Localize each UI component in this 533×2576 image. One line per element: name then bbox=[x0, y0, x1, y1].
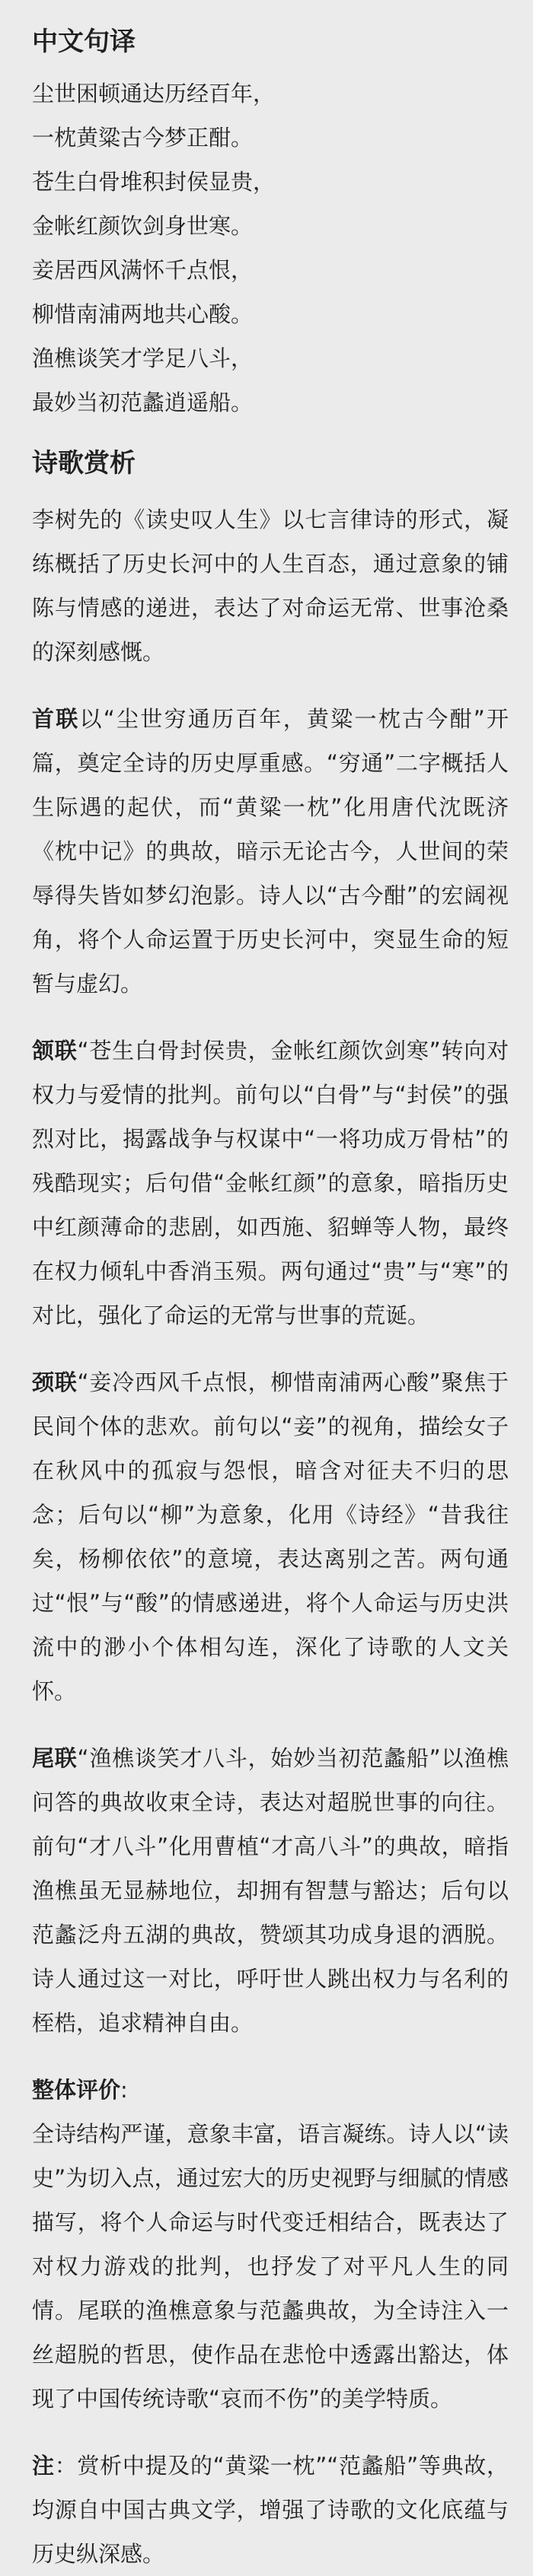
poem-line: 柳惜南浦两地共心酸。 bbox=[32, 301, 254, 327]
third-couplet-paragraph bbox=[32, 1360, 509, 1713]
overall-label: 整体评价 bbox=[32, 2077, 121, 2103]
poem-line: 苍生白骨堆积封侯显贵， bbox=[32, 169, 276, 195]
section-text: “苍生白骨封侯贵，金帐红颜饮剑寒”转向对权力与爱情的批判。前句以“白骨”与“封侯”的强烈对比，揭露战争与权谋中“一将功成万骨枯”的残酷现实；后句借“金帐红颜”的意象，暗指历史中红颜薄命的悲剧，如西施、貂蝉等人物，最终在权力倾轧中香消玉殒。两句通过“贵”与“寒”的对比，强化了命运的无常与世事的荒诞。 bbox=[32, 1038, 509, 1328]
section-label: 首联 bbox=[32, 706, 80, 732]
poem-line: 尘世困顿通达历经百年， bbox=[32, 81, 276, 107]
poem-line: 妾居西风满怀千点恨， bbox=[32, 257, 254, 283]
overall-paragraph bbox=[32, 2068, 509, 2421]
poem-line: 最妙当初范蠡逍遥船。 bbox=[32, 390, 254, 415]
section-text: “渔樵谈笑才八斗，始妙当初范蠡船”以渔樵问答的典故收束全诗，表达对超脱世事的向往。前句“才八斗”化用曹植“才高八斗”的典故，暗指渔樵虽无显赫地位，却拥有智慧与豁达；后句以范蠡泛舟五湖的典故，赞颂其功成身退的洒脱。诗人通过这一对比，呼吁世人跳出权力与名利的桎梏，追求精神自由。 bbox=[32, 1745, 509, 2036]
translation-heading: 中文句译 bbox=[32, 27, 136, 57]
intro-paragraph: 李树先的《读史叹人生》以七言律诗的形式，凝练概括了历史长河中的人生百态，通过意象的铺陈与情感的递进，表达了对命运无常、世事沧桑的深刻感慨。 bbox=[32, 507, 509, 665]
overall-text: 全诗结构严谨，意象丰富，语言凝练。诗人以“读史”为切入点，通过宏大的历史视野与细腻的情感描写，将个人命运与时代变迁相结合，既表达了对权力游戏的批判，也抒发了对平凡人生的同情。尾联的渔樵意象与范蠡典故，为全诗注入一丝超脱的哲思，使作品在悲怆中透露出豁达，体现了中国传统诗歌“哀而不伤”的美学特质。 bbox=[32, 2121, 509, 2412]
note-label: 注 bbox=[32, 2453, 55, 2479]
first-couplet-paragraph bbox=[32, 697, 509, 1006]
section-label: 颔联 bbox=[32, 1038, 78, 1064]
note-text: ：赏析中提及的“黄粱一枕”“范蠡船”等典故，均源自中国古典文学，增强了诗歌的文化底蕴与历史纵深感。 bbox=[32, 2453, 509, 2567]
section-label: 尾联 bbox=[32, 1745, 78, 1771]
note-paragraph bbox=[32, 2444, 509, 2576]
section-label: 颈联 bbox=[32, 1369, 78, 1395]
poem-line: 一枕黄粱古今梦正酣。 bbox=[32, 125, 254, 151]
overall-colon: : bbox=[120, 2077, 128, 2103]
appreciation-heading: 诗歌赏析 bbox=[32, 448, 136, 479]
second-couplet-paragraph bbox=[32, 1029, 509, 1337]
section-text: “妾冷西风千点恨，柳惜南浦两心酸”聚焦于民间个体的悲欢。前句以“妾”的视角，描绘女子在秋风中的孤寂与怨恨，暗含对征夫不归的思念；后句以“柳”为意象，化用《诗经》“昔我往矣，杨柳依依”的意境，表达离别之苦。两句通过“恨”与“酸”的情感递进，将个人命运与历史洪流中的渺小个体相勾连，深化了诗歌的人文关怀。 bbox=[32, 1369, 509, 1704]
poem-line: 金帐红颜饮剑身世寒。 bbox=[32, 213, 254, 239]
poem-line: 渔樵谈笑才学足八斗， bbox=[32, 345, 254, 371]
translation-poem bbox=[32, 72, 509, 425]
fourth-couplet-paragraph bbox=[32, 1736, 509, 2045]
section-text: 以“尘世穷通历百年，黄粱一枕古今酣”开篇，奠定全诗的历史厚重感。“穷通”二字概括人生际遇的起伏，而“黄粱一枕”化用唐代沈既济《枕中记》的典故，暗示无论古今，人世间的荣辱得失皆如梦幻泡影。诗人以“古今酣”的宏阔视角，将个人命运置于历史长河中，突显生命的短暂与虚幻。 bbox=[32, 706, 509, 997]
